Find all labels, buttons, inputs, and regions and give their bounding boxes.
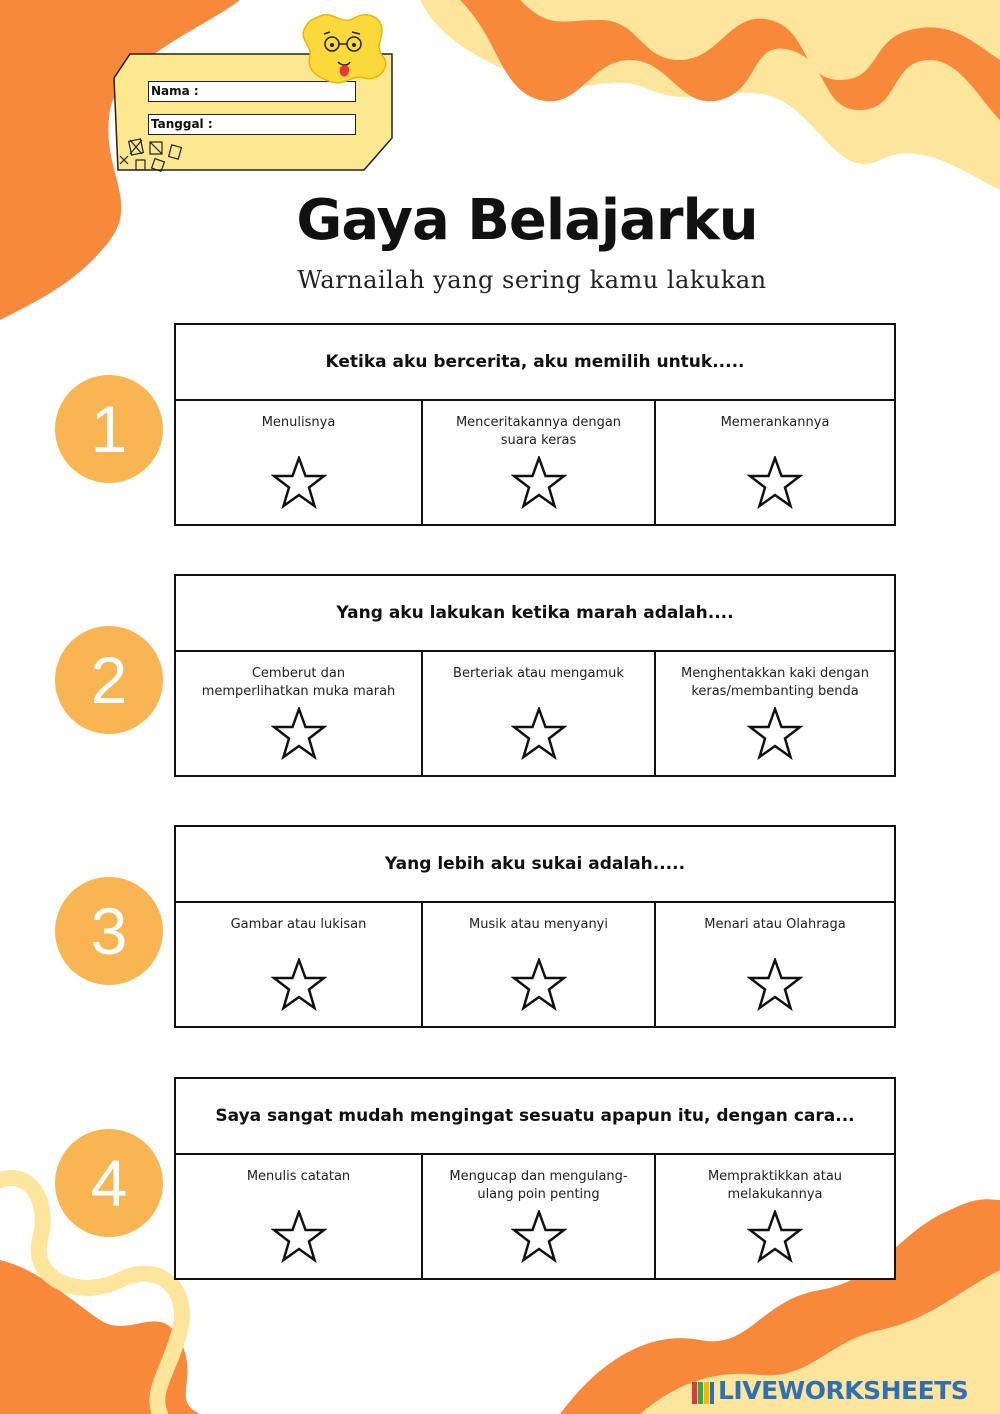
option-cell bbox=[656, 401, 894, 524]
option-cell bbox=[423, 903, 656, 1026]
date-field[interactable] bbox=[148, 114, 356, 135]
star-icon[interactable] bbox=[747, 958, 803, 1012]
option-label: Menulisnya bbox=[261, 415, 336, 430]
star-icon[interactable] bbox=[271, 1210, 327, 1264]
question-box-2 bbox=[174, 574, 896, 777]
star-icon[interactable] bbox=[747, 1210, 803, 1264]
star-icon[interactable] bbox=[747, 456, 803, 510]
option-cell bbox=[176, 401, 423, 524]
liveworksheets-logo[interactable] bbox=[690, 1374, 990, 1408]
question-prompt: Yang aku lakukan ketika marah adalah.... bbox=[176, 576, 894, 652]
question-number-2: 2 bbox=[55, 626, 163, 734]
star-mascot-icon bbox=[298, 6, 390, 88]
option-label: Berteriak atau mengamuk bbox=[453, 666, 624, 681]
star-icon[interactable] bbox=[747, 707, 803, 761]
option-label: Mengucap dan mengulang-ulang poin penting bbox=[449, 1169, 628, 1202]
option-label: Menulis catatan bbox=[246, 1169, 351, 1184]
option-row bbox=[176, 652, 894, 775]
option-cell bbox=[423, 1155, 656, 1278]
star-icon[interactable] bbox=[511, 958, 567, 1012]
option-cell bbox=[176, 903, 423, 1026]
page-title: Gaya Belajarku bbox=[296, 188, 758, 253]
option-cell bbox=[176, 652, 423, 775]
option-row bbox=[176, 1155, 894, 1278]
date-label: Tanggal : bbox=[151, 117, 213, 131]
star-icon[interactable] bbox=[271, 456, 327, 510]
star-icon[interactable] bbox=[271, 707, 327, 761]
option-cell bbox=[423, 401, 656, 524]
liveworksheets-brand: LIVEWORKSHEETS bbox=[718, 1376, 969, 1405]
page-subtitle: Warnailah yang sering kamu lakukan bbox=[297, 266, 767, 294]
option-cell bbox=[423, 652, 656, 775]
question-number-4: 4 bbox=[55, 1129, 163, 1237]
question-number-1: 1 bbox=[55, 375, 163, 483]
star-icon[interactable] bbox=[511, 707, 567, 761]
question-number-3: 3 bbox=[55, 877, 163, 985]
star-icon[interactable] bbox=[271, 958, 327, 1012]
option-cell bbox=[176, 1155, 423, 1278]
question-box-1 bbox=[174, 323, 896, 526]
liveworksheets-icon bbox=[692, 1382, 714, 1404]
question-box-3 bbox=[174, 825, 896, 1028]
option-label: Cemberut dan memperlihatkan muka marah bbox=[201, 666, 396, 699]
option-label: Menari atau Olahraga bbox=[704, 917, 846, 932]
question-prompt: Ketika aku bercerita, aku memilih untuk..... bbox=[176, 325, 894, 401]
star-icon[interactable] bbox=[511, 456, 567, 510]
option-label: Menghentakkan kaki dengan keras/membanting benda bbox=[681, 666, 869, 699]
question-box-4 bbox=[174, 1077, 896, 1280]
star-icon[interactable] bbox=[511, 1210, 567, 1264]
option-label: Gambar atau lukisan bbox=[230, 917, 367, 932]
question-prompt: Yang lebih aku sukai adalah..... bbox=[176, 827, 894, 903]
option-label: Mempraktikkan atau melakukannya bbox=[707, 1169, 843, 1202]
option-row bbox=[176, 903, 894, 1026]
question-prompt: Saya sangat mudah mengingat sesuatu apapun itu, dengan cara... bbox=[176, 1079, 894, 1155]
option-cell bbox=[656, 652, 894, 775]
option-row bbox=[176, 401, 894, 524]
option-label: Menceritakannya dengan suara keras bbox=[455, 415, 622, 448]
name-label: Nama : bbox=[151, 84, 199, 98]
option-label: Memerankannya bbox=[720, 415, 830, 430]
option-cell bbox=[656, 1155, 894, 1278]
option-cell bbox=[656, 903, 894, 1026]
option-label: Musik atau menyanyi bbox=[468, 917, 608, 932]
